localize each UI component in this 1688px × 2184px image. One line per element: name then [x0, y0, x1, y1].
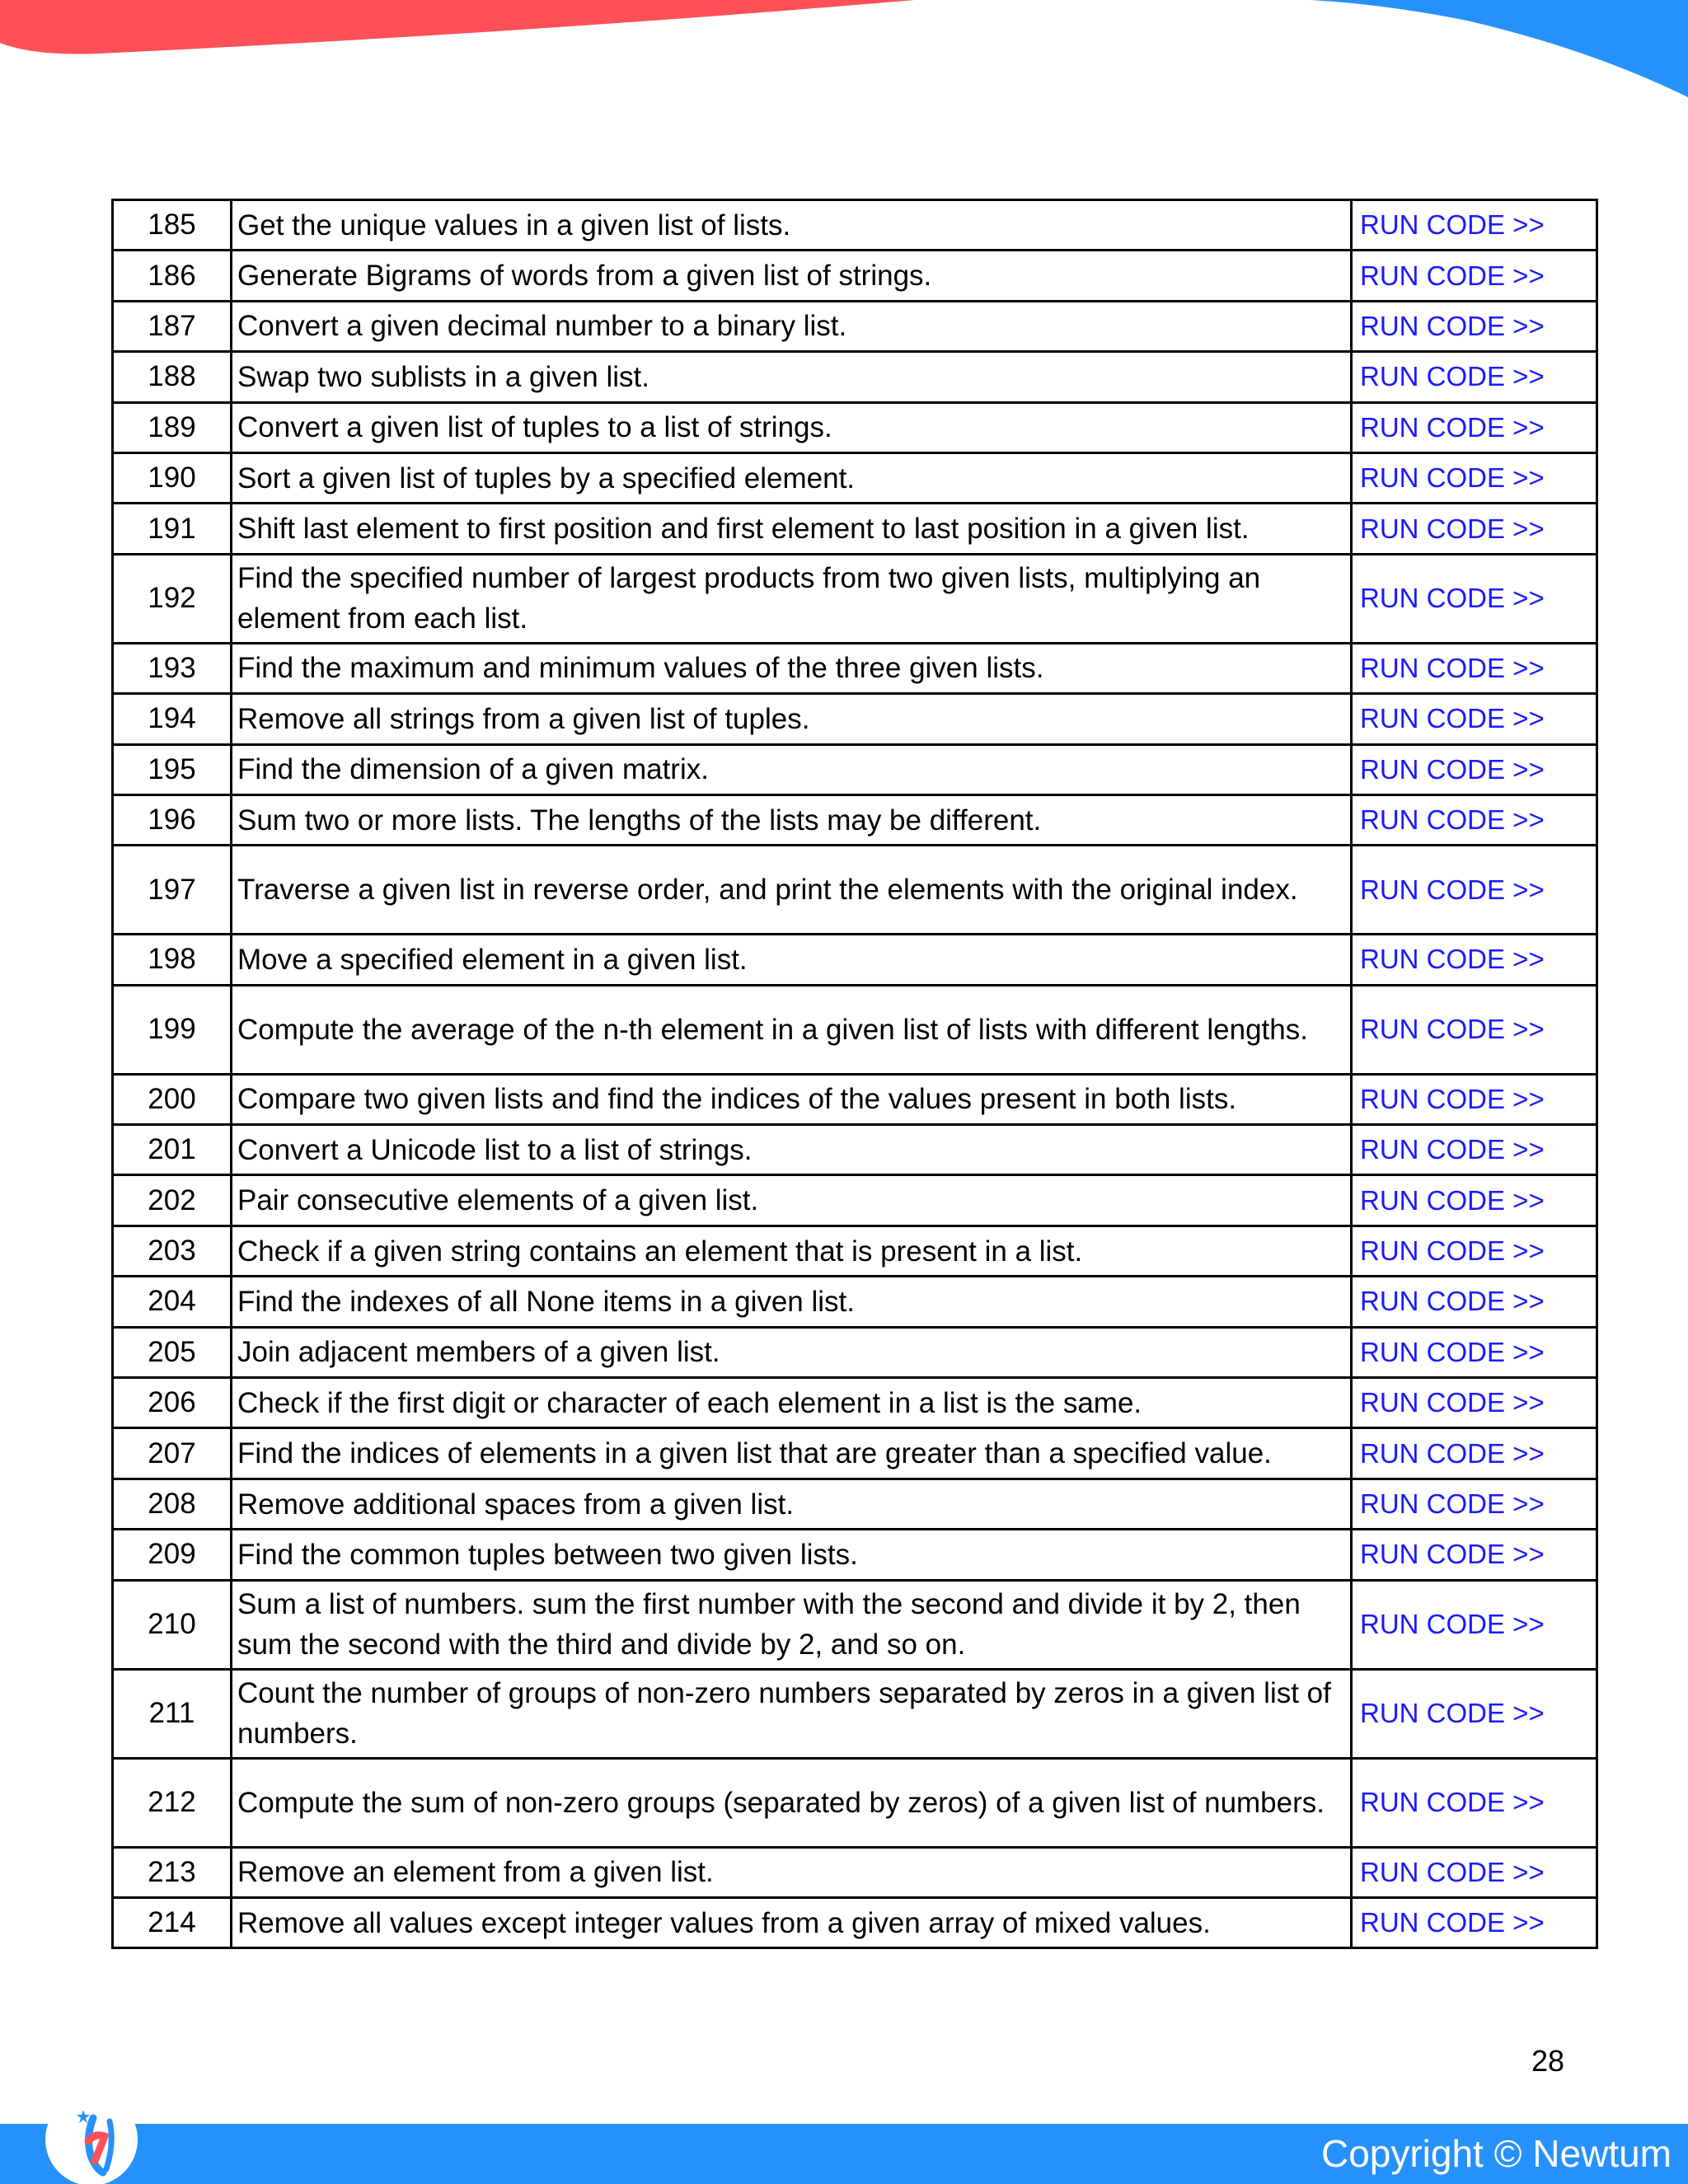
run-code-link[interactable]: RUN CODE >> [1360, 1539, 1545, 1570]
run-code-link[interactable]: RUN CODE >> [1360, 583, 1545, 614]
table-row [113, 1327, 1597, 1377]
exercise-number: 210 [113, 1580, 232, 1669]
exercise-description: Sum a list of numbers. sum the first number with the second and divide it by 2, then sum the second with the third and divide by 2, and so on. [232, 1580, 1352, 1669]
table-row [113, 1277, 1597, 1327]
exercise-description: Convert a Unicode list to a list of strings. [232, 1125, 1352, 1175]
red-wave-shape [0, 0, 915, 54]
table-row [113, 452, 1597, 503]
run-code-cell [1352, 554, 1597, 643]
blue-wave-shape [1311, 0, 1688, 97]
run-code-link[interactable]: RUN CODE >> [1360, 1856, 1545, 1887]
exercise-description: Get the unique values in a given list of lists. [232, 200, 1352, 251]
exercise-number: 213 [113, 1847, 232, 1897]
table-row [113, 251, 1597, 301]
run-code-cell [1352, 251, 1597, 301]
run-code-link[interactable]: RUN CODE >> [1360, 1907, 1545, 1938]
run-code-cell [1352, 1580, 1597, 1669]
exercise-number: 186 [113, 251, 232, 301]
run-code-cell [1352, 1428, 1597, 1479]
exercise-number: 194 [113, 694, 232, 744]
table-row [113, 1074, 1597, 1124]
exercise-number: 208 [113, 1479, 232, 1529]
exercise-number: 188 [113, 352, 232, 402]
exercise-description: Compute the average of the n-th element in a given list of lists with different lengths. [232, 985, 1352, 1074]
run-code-cell [1352, 985, 1597, 1074]
exercise-number: 187 [113, 301, 232, 351]
exercise-description: Remove all values except integer values from a given array of mixed values. [232, 1897, 1352, 1947]
run-code-cell [1352, 1277, 1597, 1327]
exercise-description: Check if the first digit or character of each element in a list is the same. [232, 1378, 1352, 1428]
run-code-cell [1352, 1125, 1597, 1175]
exercise-number: 207 [113, 1428, 232, 1479]
newtum-logo [45, 2093, 138, 2184]
run-code-link[interactable]: RUN CODE >> [1360, 1286, 1545, 1317]
exercise-number: 206 [113, 1378, 232, 1428]
exercise-number: 204 [113, 1277, 232, 1327]
exercise-number: 214 [113, 1897, 232, 1947]
table-row [113, 1580, 1597, 1669]
exercise-description: Sort a given list of tuples by a specified element. [232, 452, 1352, 503]
run-code-link[interactable]: RUN CODE >> [1360, 1437, 1545, 1469]
exercise-table [111, 199, 1598, 1949]
table-row [113, 846, 1597, 935]
exercise-number: 212 [113, 1758, 232, 1847]
run-code-link[interactable]: RUN CODE >> [1360, 513, 1545, 544]
run-code-cell [1352, 1847, 1597, 1897]
table-row [113, 1897, 1597, 1947]
run-code-cell [1352, 1327, 1597, 1377]
table-row [113, 643, 1597, 693]
table-row [113, 1378, 1597, 1428]
run-code-cell [1352, 1758, 1597, 1847]
run-code-link[interactable]: RUN CODE >> [1360, 411, 1545, 443]
run-code-link[interactable]: RUN CODE >> [1360, 1014, 1545, 1045]
exercise-description: Find the indexes of all None items in a given list. [232, 1277, 1352, 1327]
exercise-table-body [113, 200, 1597, 1948]
exercise-number: 192 [113, 554, 232, 643]
table-row [113, 402, 1597, 452]
table-row [113, 1226, 1597, 1276]
table-row [113, 1758, 1597, 1847]
table-row [113, 1175, 1597, 1226]
table-row [113, 200, 1597, 251]
run-code-cell [1352, 1530, 1597, 1580]
run-code-cell [1352, 1378, 1597, 1428]
run-code-cell [1352, 301, 1597, 351]
exercise-number: 205 [113, 1327, 232, 1377]
table-row [113, 1428, 1597, 1479]
run-code-cell [1352, 1175, 1597, 1226]
exercise-number: 191 [113, 504, 232, 554]
exercise-number: 189 [113, 402, 232, 452]
run-code-cell [1352, 200, 1597, 251]
exercise-number: 209 [113, 1530, 232, 1580]
run-code-link[interactable]: RUN CODE >> [1360, 1488, 1545, 1519]
run-code-link[interactable]: RUN CODE >> [1360, 1336, 1545, 1367]
run-code-link[interactable]: RUN CODE >> [1360, 753, 1545, 785]
exercise-number: 203 [113, 1226, 232, 1276]
exercise-description: Swap two sublists in a given list. [232, 352, 1352, 402]
run-code-link[interactable]: RUN CODE >> [1360, 310, 1545, 341]
table-row [113, 1479, 1597, 1529]
run-code-link[interactable]: RUN CODE >> [1360, 1184, 1545, 1216]
run-code-cell [1352, 402, 1597, 452]
copyright-text: Copyright © Newtum [1320, 2132, 1672, 2175]
table-row [113, 1530, 1597, 1580]
run-code-cell [1352, 504, 1597, 554]
table-row [113, 352, 1597, 402]
exercise-description: Check if a given string contains an element that is present in a list. [232, 1226, 1352, 1276]
run-code-cell [1352, 1669, 1597, 1758]
exercise-number: 201 [113, 1125, 232, 1175]
exercise-description: Remove an element from a given list. [232, 1847, 1352, 1897]
exercise-number: 198 [113, 935, 232, 985]
run-code-cell [1352, 1226, 1597, 1276]
exercise-number: 200 [113, 1074, 232, 1124]
run-code-cell [1352, 1897, 1597, 1947]
exercise-number: 190 [113, 452, 232, 503]
run-code-cell [1352, 452, 1597, 503]
run-code-link[interactable]: RUN CODE >> [1360, 462, 1545, 494]
table-row [113, 985, 1597, 1074]
exercise-number: 195 [113, 744, 232, 794]
run-code-link[interactable]: RUN CODE >> [1360, 209, 1545, 241]
run-code-cell [1352, 1479, 1597, 1529]
table-row [113, 1669, 1597, 1758]
table-row [113, 1847, 1597, 1897]
run-code-link[interactable]: RUN CODE >> [1360, 260, 1545, 291]
run-code-link[interactable]: RUN CODE >> [1360, 361, 1545, 392]
exercise-description: Remove additional spaces from a given list. [232, 1479, 1352, 1529]
exercise-description: Traverse a given list in reverse order, and print the elements with the original index. [232, 846, 1352, 935]
exercise-number: 185 [113, 200, 232, 251]
run-code-link[interactable]: RUN CODE >> [1360, 1609, 1545, 1640]
table-row [113, 935, 1597, 985]
exercise-description: Convert a given decimal number to a binary list. [232, 301, 1352, 351]
run-code-cell [1352, 935, 1597, 985]
exercise-description: Convert a given list of tuples to a list of strings. [232, 402, 1352, 452]
page-number: 28 [1531, 2044, 1564, 2078]
run-code-link[interactable]: RUN CODE >> [1360, 1235, 1545, 1267]
run-code-link[interactable]: RUN CODE >> [1360, 874, 1545, 905]
exercise-number: 197 [113, 846, 232, 935]
run-code-link[interactable]: RUN CODE >> [1360, 703, 1545, 734]
exercise-description: Find the maximum and minimum values of the three given lists. [232, 643, 1352, 693]
exercise-number: 196 [113, 794, 232, 845]
table-row [113, 301, 1597, 351]
run-code-cell [1352, 744, 1597, 794]
run-code-link[interactable]: RUN CODE >> [1360, 944, 1545, 975]
run-code-cell [1352, 352, 1597, 402]
table-row [113, 554, 1597, 643]
run-code-link[interactable]: RUN CODE >> [1360, 1698, 1545, 1729]
exercise-description: Pair consecutive elements of a given list. [232, 1175, 1352, 1226]
table-row [113, 1125, 1597, 1175]
run-code-link[interactable]: RUN CODE >> [1360, 1134, 1545, 1165]
exercise-description: Find the dimension of a given matrix. [232, 744, 1352, 794]
run-code-cell [1352, 643, 1597, 693]
exercise-description: Shift last element to first position and first element to last position in a given list. [232, 504, 1352, 554]
header-wave-decoration [0, 0, 1688, 107]
run-code-cell [1352, 846, 1597, 935]
logo-icon [45, 2093, 138, 2184]
exercise-description: Find the common tuples between two given lists. [232, 1530, 1352, 1580]
exercise-description: Find the specified number of largest products from two given lists, multiplying an element from each list. [232, 554, 1352, 643]
table-row [113, 794, 1597, 845]
run-code-cell [1352, 1074, 1597, 1124]
exercise-description: Generate Bigrams of words from a given list of strings. [232, 251, 1352, 301]
table-row [113, 504, 1597, 554]
run-code-cell [1352, 694, 1597, 744]
exercise-description: Compare two given lists and find the indices of the values present in both lists. [232, 1074, 1352, 1124]
exercise-description: Find the indices of elements in a given list that are greater than a specified value. [232, 1428, 1352, 1479]
run-code-cell [1352, 794, 1597, 845]
run-code-link[interactable]: RUN CODE >> [1360, 652, 1545, 683]
exercise-description: Count the number of groups of non-zero numbers separated by zeros in a given list of numbers. [232, 1669, 1352, 1758]
exercise-description: Move a specified element in a given list. [232, 935, 1352, 985]
run-code-link[interactable]: RUN CODE >> [1360, 1083, 1545, 1114]
run-code-link[interactable]: RUN CODE >> [1360, 1787, 1545, 1818]
exercise-description: Join adjacent members of a given list. [232, 1327, 1352, 1377]
table-row [113, 744, 1597, 794]
exercise-description: Remove all strings from a given list of tuples. [232, 694, 1352, 744]
exercise-number: 202 [113, 1175, 232, 1226]
run-code-link[interactable]: RUN CODE >> [1360, 1387, 1545, 1418]
exercise-number: 199 [113, 985, 232, 1074]
exercise-number: 193 [113, 643, 232, 693]
run-code-link[interactable]: RUN CODE >> [1360, 804, 1545, 836]
exercise-number: 211 [113, 1669, 232, 1758]
table-row [113, 694, 1597, 744]
exercise-description: Compute the sum of non-zero groups (separated by zeros) of a given list of numbers. [232, 1758, 1352, 1847]
exercise-description: Sum two or more lists. The lengths of the lists may be different. [232, 794, 1352, 845]
